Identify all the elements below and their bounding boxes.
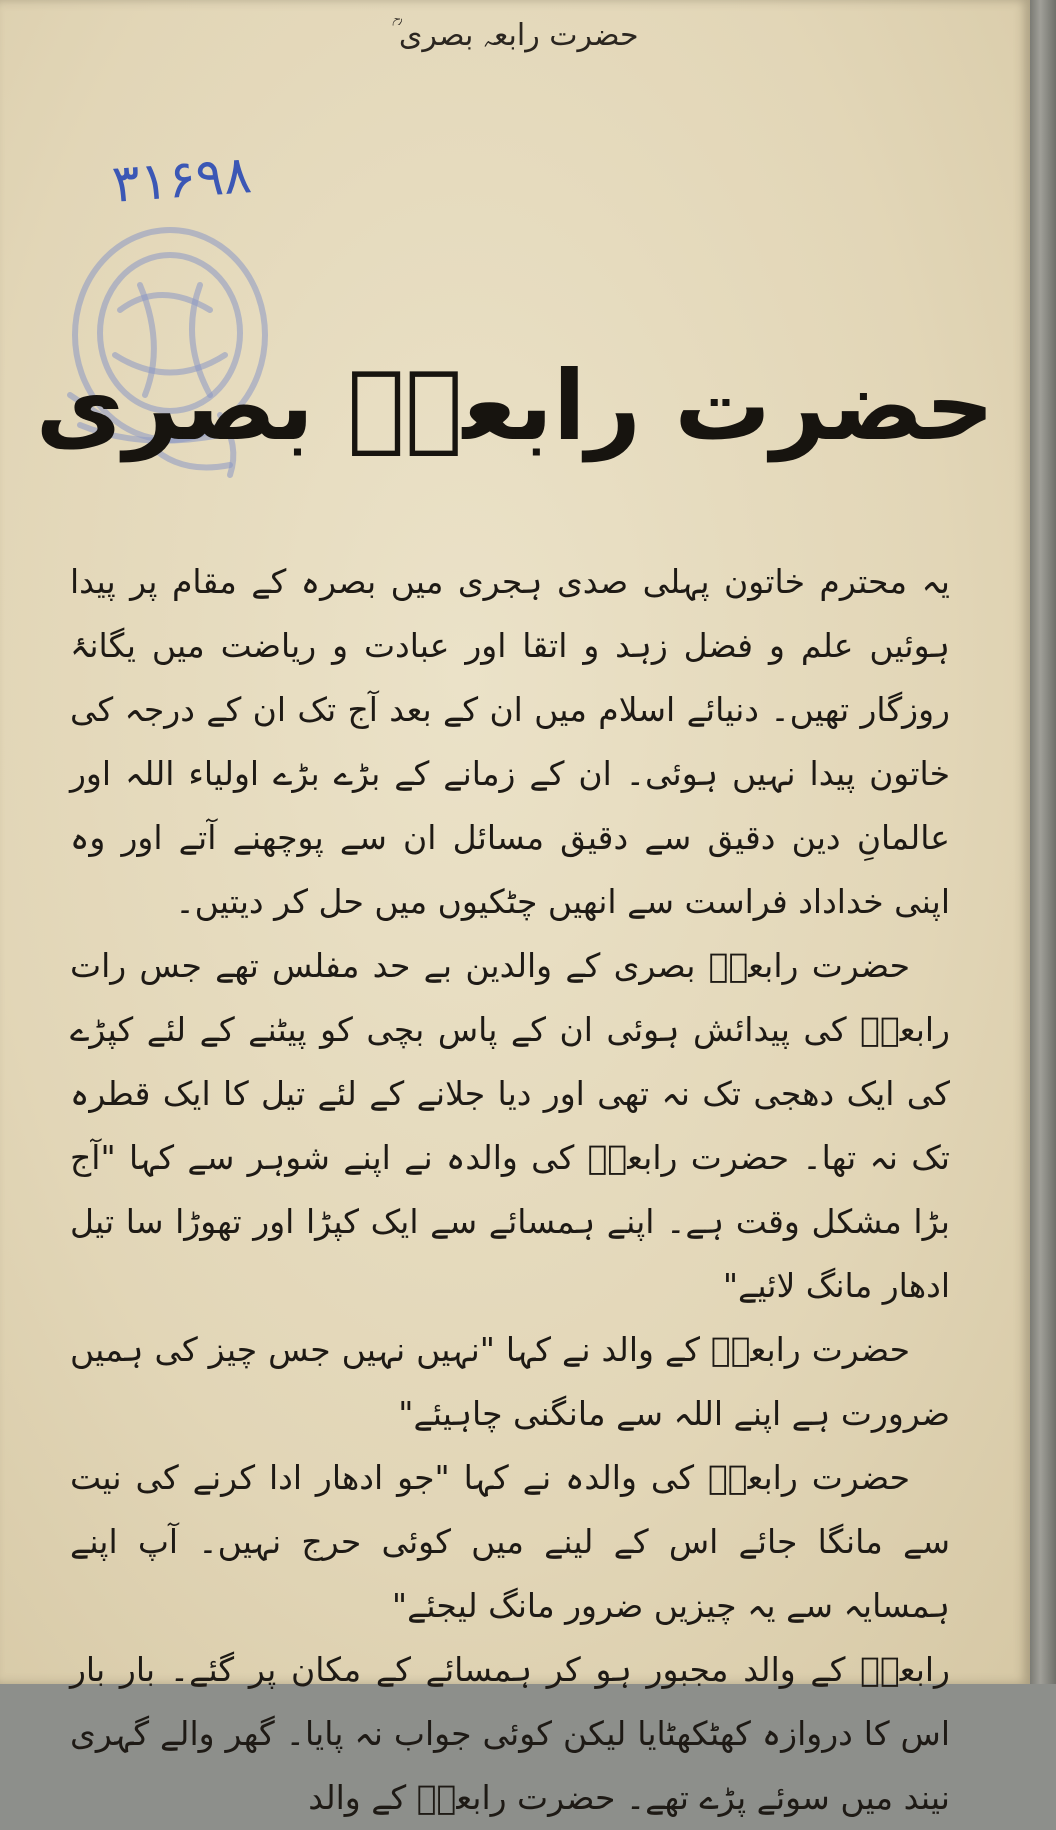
book-spine: [1030, 0, 1056, 1684]
accession-number: ۳۱۶۹۸: [110, 145, 254, 215]
paragraph: حضرت رابعہؒ کے والد نے کہا "نہیں نہیں جس چیز کی ہمیں ضرورت ہے اپنے اللہ سے مانگنی چاہیئے": [70, 1330, 950, 1433]
running-head: حضرت رابعہ بصری ؒ: [391, 18, 639, 53]
paragraph: یہ محترم خاتون پہلی صدی ہجری میں بصرہ کے مقام پر پیدا ہوئیں علم و فضل زہد و اتقا اور عبادت و ریاضت میں یگانۂ روزگار تھیں۔ دنیائے اسلام میں ان کے بعد آج تک ان کے درجہ کی خاتون پیدا نہیں ہوئی۔ ان کے زمانے کے بڑے بڑے اولیاء اللہ اور عالمانِ دین دقیق سے دقیق مسائل ان سے پوچھنے آتے اور وہ اپنی خداداد فراست سے انھیں چٹکیوں میں حل کر دیتیں۔: [70, 562, 950, 921]
chapter-title: حضرت رابعہؒ بصری: [35, 350, 995, 462]
paragraph: حضرت رابعہؒ بصری کے والدین بے حد مفلس تھے جس رات رابعہؒ کی پیدائش ہوئی ان کے پاس بچی کو پیٹنے کے لئے کپڑے کی ایک دھجی تک نہ تھی اور دیا جلانے کے لئے تیل کا ایک قطرہ تک نہ تھا۔ حضرت رابعہؒ کی والدہ نے اپنے شوہر سے کہا "آج بڑا مشکل وقت ہے۔ اپنے ہمسائے سے ایک کپڑا اور تھوڑا سا تیل ادھار مانگ لائیے": [70, 946, 950, 1305]
paragraph: حضرت رابعہؒ کی والدہ نے کہا "جو ادھار ادا کرنے کی نیت سے مانگا جائے اس کے لینے میں کوئی حرج نہیں۔ آپ اپنے ہمسایہ سے یہ چیزیں ضرور مانگ لیجئے": [70, 1458, 950, 1625]
body-text: [70, 550, 950, 1830]
paragraph: رابعہؒ کے والد مجبور ہو کر ہمسائے کے مکان پر گئے۔ بار بار اس کا دروازہ کھٹکھٹایا لیکن کوئی جواب نہ پایا۔ گھر والے گہری نیند میں سوئے پڑے تھے۔ حضرت رابعہؒ کے والد: [70, 1650, 950, 1817]
